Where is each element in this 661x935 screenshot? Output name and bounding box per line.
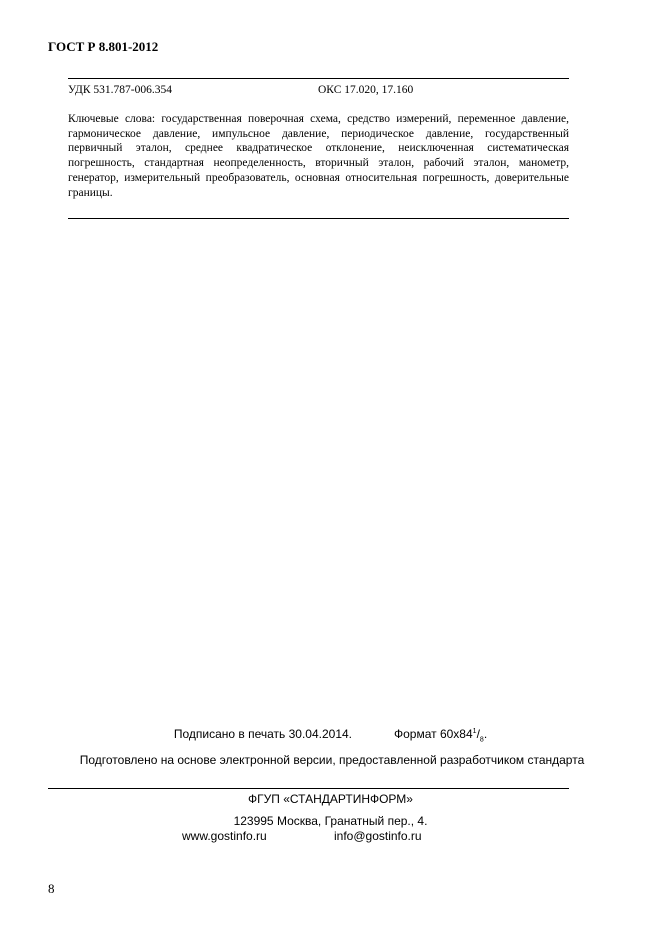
publisher-address: 123995 Москва, Гранатный пер., 4.	[233, 814, 428, 828]
signed-line	[0, 727, 661, 743]
document-code: ГОСТ Р 8.801-2012	[48, 39, 159, 54]
prepared-note: Подготовлено на основе электронной версии, предоставленной разработчиком стандарта	[79, 753, 585, 767]
publisher-website: www.gostinfo.ru	[182, 829, 267, 843]
format-info: Формат $60х84^1/_8$.	[394, 727, 488, 744]
publisher-name: ФГУП «СТАНДАРТИНФОРМ»	[248, 792, 413, 806]
top-divider	[68, 78, 569, 79]
oks-code: ОКС 17.020, 17.160	[318, 84, 414, 96]
imprint-divider	[48, 788, 569, 789]
page-number: 8	[48, 881, 55, 896]
udk-code: УДК 531.787-006.354	[68, 84, 172, 96]
keywords-paragraph: Ключевые слова: государственная поверочная схема, средство измерений, переменное давление, гармоническое давление, импульсное давление, периодическое давление, государственный первичный эталон, среднее квадратическое отклонение, неисключенная систематическая погрешность, стандартная неопределенность, вторичный эталон, рабочий эталон, манометр, генератор, измерительный преобразователь, основная относительная погрешность, доверительные границы.	[68, 113, 569, 199]
publisher-email: info@gostinfo.ru	[334, 829, 422, 843]
signed-date: Подписано в печать 30.04.2014.	[173, 727, 352, 741]
keywords-divider	[68, 218, 569, 219]
